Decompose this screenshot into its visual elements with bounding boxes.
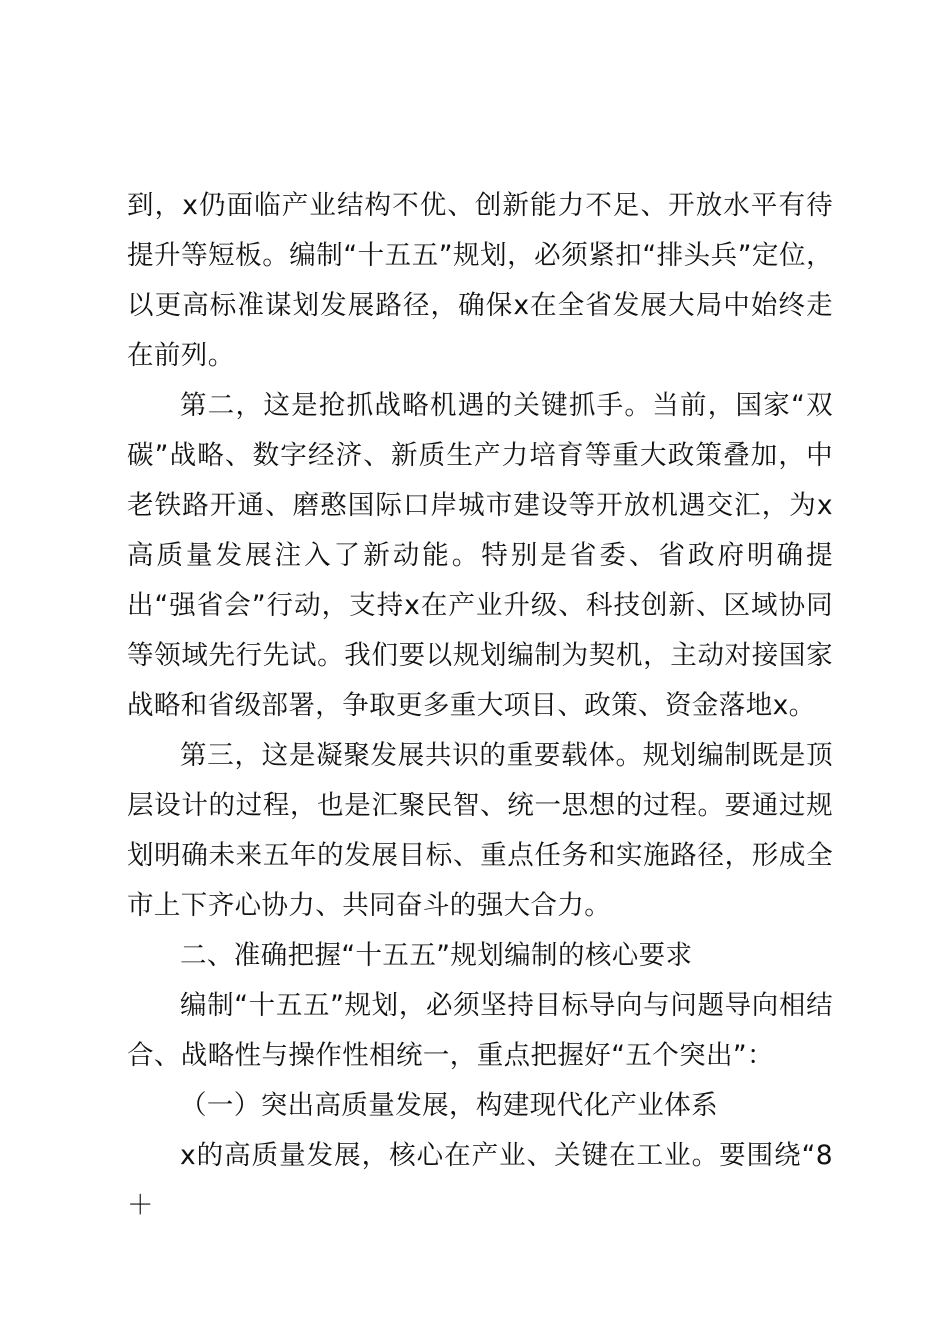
subsection-heading-one: （一）突出高质量发展，构建现代化产业体系 (180, 1090, 718, 1121)
paragraph-third-point: 第三，这是凝聚发展共识的重要载体。规划编制既是顶层设计的过程，也是汇聚民智、统一思想的过程。要通过规划明确未来五年的发展目标、重点任务和实施路径，形成全市上下齐心协力、共同奋斗的强大合力。 (127, 740, 833, 921)
paragraph-continuation: 到，x仍面临产业结构不优、创新能力不足、开放水平有待提升等短板。编制“十五五”规划，必须紧扣“排头兵”定位，以更高标准谋划发展路径，确保x在全省发展大局中始终走在前列。 (127, 190, 833, 371)
document-body (127, 181, 833, 1231)
section-heading-two: 二、准确把握“十五五”规划编制的核心要求 (180, 940, 693, 971)
paragraph-core-requirements: 编制“十五五”规划，必须坚持目标导向与问题导向相结合、战略性与操作性相统一，重点把握好“五个突出”： (127, 990, 833, 1071)
paragraph-second-point: 第二，这是抢抓战略机遇的关键抓手。当前，国家“双碳”战略、数字经济、新质生产力培育等重大政策叠加，中老铁路开通、磨憨国际口岸城市建设等开放机遇交汇，为x高质量发展注入了新动能。特别是省委、省政府明确提出“强省会”行动，支持x在产业升级、科技创新、区域协同等领域先行先试。我们要以规划编制为契机，主动对接国家战略和省级部署，争取更多重大项目、政策、资金落地x。 (127, 390, 833, 721)
paragraph-industry: x的高质量发展，核心在产业、关键在工业。要围绕“8＋ (127, 1140, 833, 1221)
